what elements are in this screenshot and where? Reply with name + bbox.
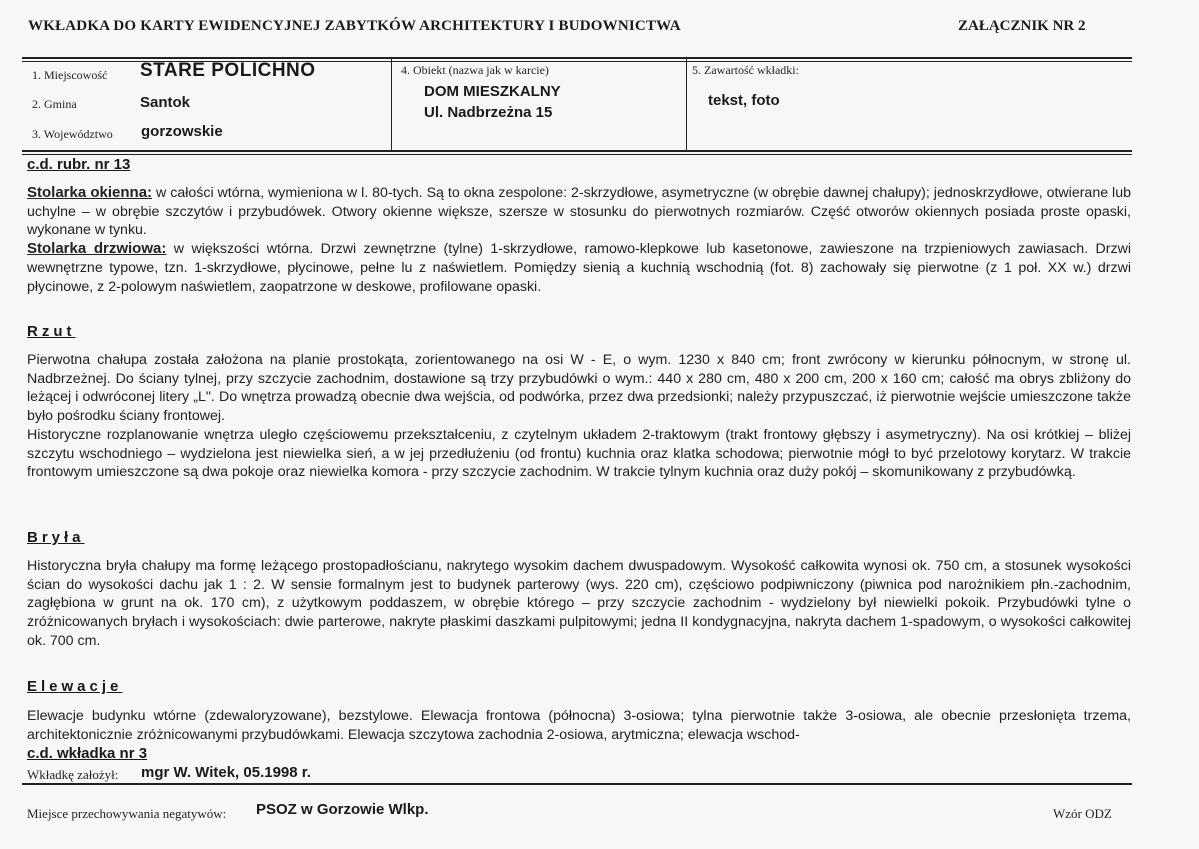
stolarka-drzwiowa-label: Stolarka drzwiowa: — [27, 240, 167, 258]
divider-left — [391, 59, 392, 151]
annex-label: ZAŁĄCZNIK NR 2 — [958, 18, 1086, 34]
stolarka-okienna-label: Stolarka okienna: — [27, 184, 153, 201]
miejscowosc-label: 1. Miejscowość — [32, 68, 108, 82]
rzut-paragraph-1: Pierwotna chałupa została założona na planie prostokąta, zorientowanego na osi W - E, o wym. 1230 x 840 cm; front zwrócony w kierunku północnym, w stronę ul. Nadbrzeżnej. Do ściany tylnej, przy szczycie zachodnim, dostawione są trzy przybudówki o wym.: 440 x 280 cm, 480 x 200 cm, 200 x 160 cm; całość ma obrys zbliżony do leżącej i odwróconej litery „L". Do wnętrza prowadzą obecnie dwa wejścia, od podwórka, przez dwa przedsionki; należy przypuszczać, iż pierwotnie wejście umieszczone także było pośrodku ściany frontowej. — [27, 352, 1131, 425]
elewacje-paragraph: Elewacje budynku wtórne (zdewaloryzowane), bezstylowe. Elewacja frontowa (północna) 3-osiowa; tylna pierwotnie także 3-osiowa, ale obecnie przesłonięta trzema, architektonicznie zróżnicowanymi przybudówkami. Elewacja szczytowa zachodnia 2-osiowa, arytmiczna; elewacja wschod- — [27, 708, 1131, 743]
mid-rule-2 — [22, 154, 1132, 155]
stolarka-drzwiowa-paragraph — [27, 240, 1131, 296]
rzut-section — [27, 351, 1131, 482]
bryla-heading: Bryła — [27, 529, 85, 546]
stolarka-okienna-text: w całości wtórna, wymieniona w l. 80-tych. Są to okna zespolone: 2-skrzydłowe, asymetryczne (w obrębie dawnej chałupy); jednoskrzydłowe, otwierane lub uchylne – w obrębie szczytów i przybudówek. Otwory okienne większe, szersze w stosunku do pierwotnych rozmiarów. Część otworów okiennych posiada proste opaski, wykonane w tynku. — [27, 185, 1131, 239]
gmina-label: 2. Gmina — [32, 97, 77, 111]
rzut-paragraph-2: Historyczne rozplanowanie wnętrza uległo częściowemu przekształceniu, z czytelnym układem 2-traktowym (trakt frontowy głębszy i asymetryczny). Na osi krótkiej – bliżej szczytu wschodniego – wydzielona jest niewielka sień, a w jej przedłużeniu (od frontu) kuchnia oraz klatka schodowa; pierwotnie mógł to być przelotowy korytarz. W trakcie frontowym umieszczone są dwa pokoje oraz niewielka komora - przy szczycie zachodnim. W trakcie tylnym kuchnia oraz duży pokój – skomunikowany z przybudówką. — [27, 426, 1131, 481]
stolarka-okienna-paragraph — [27, 184, 1131, 240]
obiekt-value-line1: DOM MIESZKALNY — [424, 83, 561, 100]
bryla-section — [27, 557, 1131, 651]
obiekt-label: 4. Obiekt (nazwa jak w karcie) — [401, 63, 549, 77]
zalozyl-label: Wkładkę założył: — [27, 767, 119, 782]
cont-next: c.d. wkładka nr 3 — [27, 745, 148, 762]
divider-right — [686, 59, 687, 151]
footer-rule — [22, 783, 1132, 785]
elewacje-heading: Elewacje — [27, 678, 123, 695]
bryla-paragraph: Historyczna bryła chałupy ma formę leżącego prostopadłościanu, nakrytego wysokim dachem dwuspadowym. Wysokość całkowita wynosi ok. 750 cm, a stosunek wysokości ścian do wysokości dachu jak 1 : 2. W sensie formalnym jest to budynek parterowy (wys. 220 cm), częściowo podpiwniczony (piwnica pod narożnikiem płn.-zachodnim, zagłębiona w grunt na ok. 170 cm), z użytkowym poddaszem, w obrębie którego – przy szczycie zachodnim - wydzielony był niewielki pokoik. Przybudówki tylne o zróżnicowanych bryłach i wysokościach: dwie parterowe, nakryte płaskimi daszkami pulpitowymi; jedna II kondygnacyjna, nakryta dachem 1-spadowym, o wysokości całkowitej ok. 700 cm. — [27, 558, 1131, 649]
zawartosc-value: tekst, foto — [708, 92, 780, 109]
gmina-value: Santok — [140, 94, 191, 111]
zawartosc-label: 5. Zawartość wkładki: — [692, 63, 799, 77]
elewacje-section — [27, 707, 1131, 744]
stolarka-drzwiowa-text: w większości wtórna. Drzwi zewnętrzne (tylne) 1-skrzydłowe, ramowo-klepkowe lub kasetonowe, zawieszone na trzpieniowych zawiasach. Drzwi wewnętrzne typowe, tzn. 1-skrzydłowe, płycinowe, pełne lu z naświetlem. Pomiędzy sienią a kuchnią wschodnią (fot. 8) zachowały się pierwotne (z 1 poł. XX w.) drzwi płycinowe, z 2-polowym naświetlem, zaopatrzone w deskowe, profilowane opaski. — [27, 241, 1131, 295]
obiekt-value-line2: Ul. Nadbrzeżna 15 — [424, 104, 553, 121]
rzut-heading: Rzut — [27, 323, 76, 340]
negatywy-value: PSOZ w Gorzowie Wlkp. — [256, 801, 429, 818]
page-header-title: WKŁADKA DO KARTY EWIDENCYJNEJ ZABYTKÓW ARCHITEKTURY I BUDOWNICTWA — [28, 18, 681, 34]
mid-rule-1 — [22, 150, 1132, 152]
wojewodztwo-label: 3. Województwo — [32, 127, 113, 141]
wzor-label: Wzór ODZ — [1053, 806, 1112, 821]
cont-heading: c.d. rubr. nr 13 — [27, 156, 131, 173]
top-rule-1 — [22, 57, 1132, 59]
negatywy-label: Miejsce przechowywania negatywów: — [27, 806, 227, 821]
zalozyl-value: mgr W. Witek, 05.1998 r. — [141, 764, 311, 781]
miejscowosc-value: STARE POLICHNO — [140, 60, 316, 81]
wojewodztwo-value: gorzowskie — [141, 123, 223, 140]
stolarka-section — [27, 184, 1131, 296]
